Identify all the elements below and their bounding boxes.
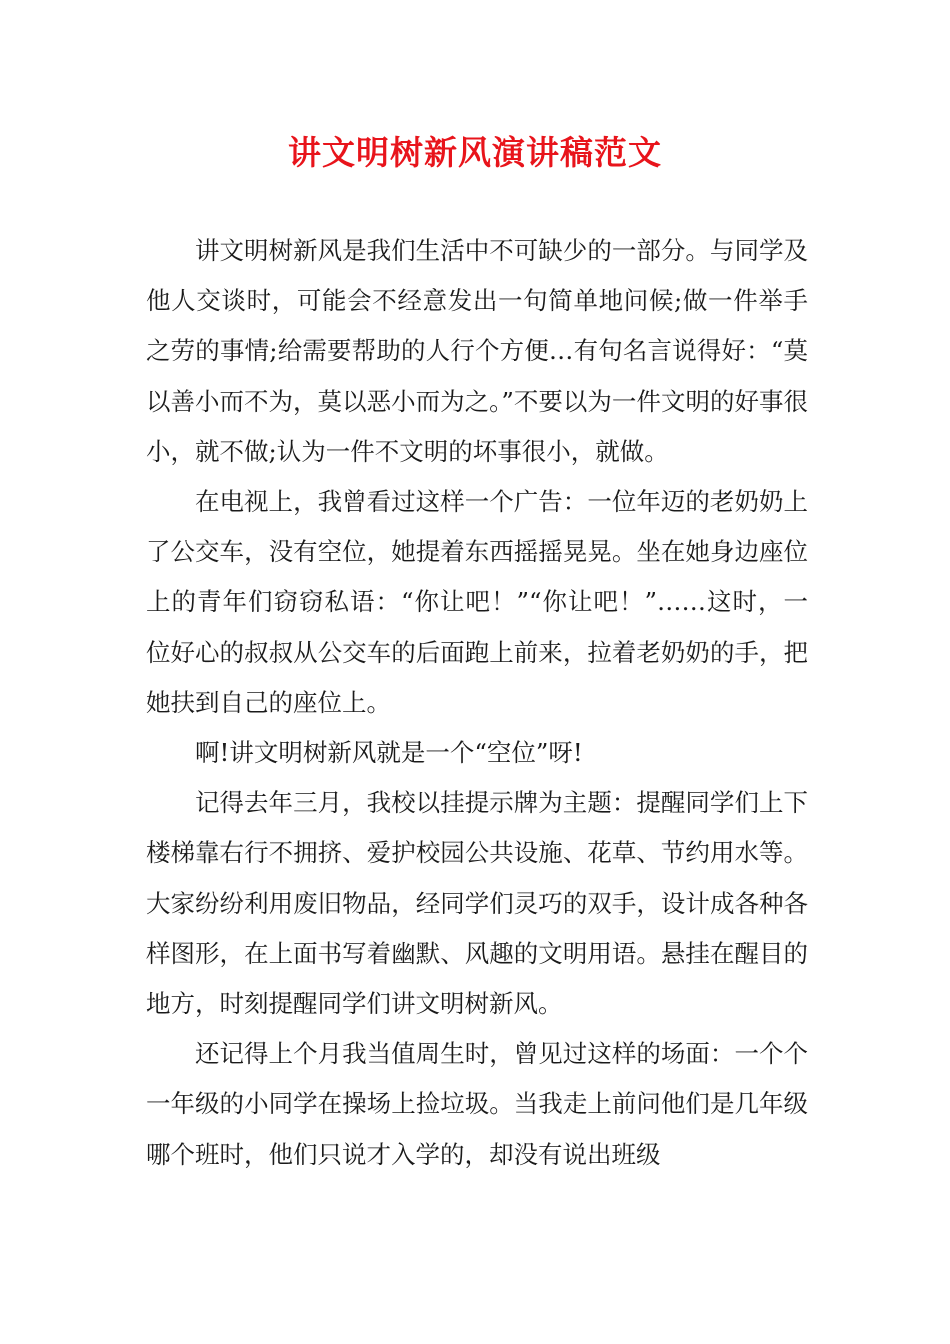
document-body (146, 226, 808, 1180)
paragraph-2: 在电视上，我曾看过这样一个广告：一位年迈的老奶奶上了公交车，没有空位，她提着东西摇摇晃晃。坐在她身边座位上的青年们窃窃私语：“你让吧！”“你让吧！”……这时，一位好心的叔叔从公交车的后面跑上前来，拉着老奶奶的手，把她扶到自己的座位上。 (146, 487, 808, 717)
paragraph-5: 还记得上个月我当值周生时，曾见过这样的场面：一个个一年级的小同学在操场上捡垃圾。当我走上前问他们是几年级哪个班时，他们只说才入学的，却没有说出班级 (146, 1039, 808, 1169)
document-title: 讲文明树新风演讲稿范文 (288, 133, 662, 172)
paragraph-1: 讲文明树新风是我们生活中不可缺少的一部分。与同学及他人交谈时，可能会不经意发出一句简单地问候;做一件举手之劳的事情;给需要帮助的人行个方便…有句名言说得好：“莫以善小而不为，莫以恶小而为之。”不要以为一件文明的好事很小，就不做;认为一件不文明的坏事很小，就做。 (146, 236, 808, 466)
paragraph-4: 记得去年三月，我校以挂提示牌为主题：提醒同学们上下楼梯靠右行不拥挤、爱护校园公共设施、花草、节约用水等。大家纷纷利用废旧物品，经同学们灵巧的双手，设计成各种各样图形，在上面书写着幽默、风趣的文明用语。悬挂在醒目的地方，时刻提醒同学们讲文明树新风。 (146, 788, 808, 1019)
paragraph-3: 啊!讲文明树新风就是一个“空位”呀! (195, 738, 583, 768)
